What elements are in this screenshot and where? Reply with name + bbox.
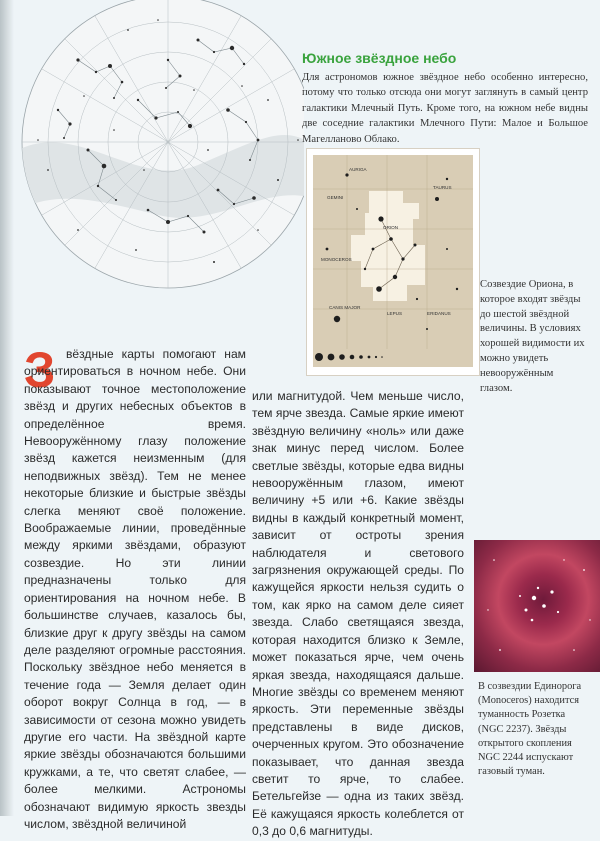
page-gutter-shadow bbox=[0, 0, 14, 816]
orion-label-auriga: AURIGA bbox=[349, 167, 367, 172]
sidebar-text: Для астрономов южное звёздное небо особенно интересно, потому что только отсюда они могут заглянуть в самый центр галактики Млечный Путь. Кроме того, на южном небе видны две соседние галактики Млечного Пути: Малое и Большое Магелланово Облако. bbox=[302, 72, 588, 145]
article-column-right: или магнитудой. Чем меньше число, тем ярче звезда. Самые яркие имеют звёздную величину «ноль» или даже знак минус перед числом. Более светлые звёзды, которые едва видны невооружённым глазом, имеют величину +5 или +6. Какие звёзды видны в каждый конкретный момент, зависит от остроты зрения наблюдателя и светового загрязнения окружающей среды. По кажущейся яркости нельзя судить о том, как ярко на самом деле сияет звезда. Слабо светящаяся звезда, которая находится близко к Земле, может показаться ярче, чем очень яркая звезда, находящаяся дальше. Многие звёзды со временем меняют яркость. Эти переменные звёзды представлены в виде дисков, очерченных кругом. Это обозначение показывает, что данная звезда светит то ярче, то слабее. Бетельгейзе — одна из таких звёзд. Её кажущаяся яркость колеблется от 0,3 до 0,6 магнитуды. bbox=[252, 389, 464, 839]
orion-label-taurus: TAURUS bbox=[433, 185, 452, 190]
sidebar-title: Южное звёздное небо bbox=[302, 50, 457, 66]
nebula-caption: В созвездии Единорога (Monoceros) находится туманность Розетка (NGC 2237). Звёзды открытого скопления NGC 2244 испускают газовый туман. bbox=[478, 681, 582, 778]
article-left-text: вёздные карты помогают нам ориентироваться в ночном небе. Они показывают точное местоположение звёзд и других небесных объектов в определённое время. Невооружённому глазу положение звёзд кажется неизменным (для неподвижных звёзд). Тем не менее некоторые близкие и быстрые звёзды слегка меняют своё положение. Воображаемые линии, проведённые между яркими звёздами, образуют созвездие. Но эти линии предназначены только для ориентирования на ночном небе. В большинстве случаев, казалось бы, близкие друг к другу звёзды на самом деле разделяют огромные расстояния. Поскольку звёздное небо меняется в течение года — Земля делает один оборот вокруг Солнца в год, — в зависимости от сезона можно увидеть другие его части. На звёздной карте яркие звёзды обозначаются большими кружками, а те, что светят слабее, — более мелкими. Астрономы обозначают видимую яркость звезды числом, звёздной величиной bbox=[24, 347, 246, 831]
article-column-left bbox=[24, 342, 246, 833]
rosette-nebula-photo bbox=[474, 540, 600, 672]
orion-label-canis-major: CANIS MAJOR bbox=[329, 305, 361, 310]
orion-label-orion: ORION bbox=[383, 225, 399, 230]
southern-sky-chart bbox=[18, 0, 304, 300]
orion-constellation-map bbox=[306, 148, 480, 376]
orion-caption: Созвездие Ориона, в которое входят звёзды до шестой звёздной величины. В условиях хорошей видимости их можно увидеть невооружённым глазом. bbox=[480, 279, 585, 394]
drop-cap: З bbox=[24, 342, 56, 398]
orion-label-lepus: LEPUS bbox=[387, 311, 403, 316]
orion-label-monoceros: MONOCEROS bbox=[321, 257, 352, 262]
orion-label-gemini: GEMINI bbox=[327, 195, 344, 200]
orion-label-eridanus: ERIDANUS bbox=[427, 311, 451, 316]
